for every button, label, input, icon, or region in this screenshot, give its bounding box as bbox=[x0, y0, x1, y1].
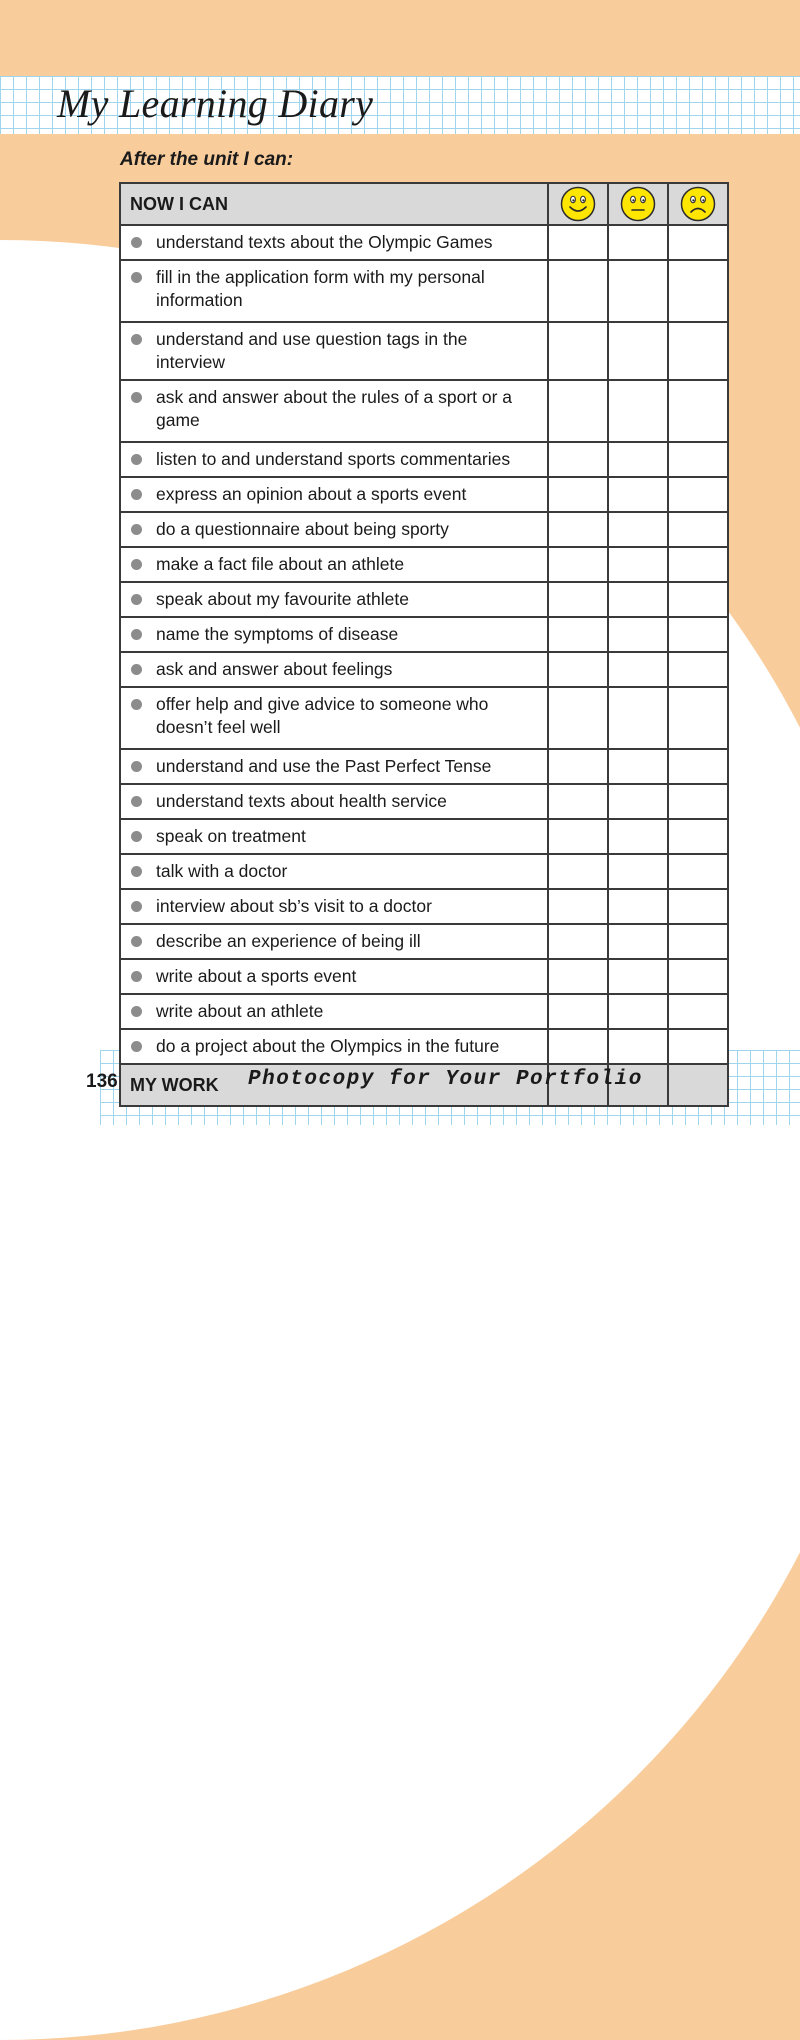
table-row bbox=[120, 225, 728, 260]
happy-face-header bbox=[548, 183, 608, 225]
assessment-checkbox-happy[interactable] bbox=[548, 225, 608, 260]
skill-text: write about a sports event bbox=[156, 966, 357, 986]
bullet-icon bbox=[131, 334, 142, 345]
assessment-checkbox-sad[interactable] bbox=[668, 477, 728, 512]
bullet-icon bbox=[131, 392, 142, 403]
assessment-checkbox-sad[interactable] bbox=[668, 260, 728, 322]
assessment-checkbox-sad[interactable] bbox=[668, 1029, 728, 1064]
assessment-checkbox-neutral[interactable] bbox=[608, 617, 668, 652]
assessment-checkbox-happy[interactable] bbox=[548, 1029, 608, 1064]
assessment-checkbox-neutral[interactable] bbox=[608, 512, 668, 547]
subtitle: After the unit I can: bbox=[120, 149, 294, 170]
assessment-checkbox-sad[interactable] bbox=[668, 854, 728, 889]
table-row bbox=[120, 582, 728, 617]
assessment-checkbox-happy[interactable] bbox=[548, 442, 608, 477]
assessment-checkbox-neutral[interactable] bbox=[608, 994, 668, 1029]
skill-item bbox=[120, 225, 548, 260]
assessment-checkbox-happy[interactable] bbox=[548, 784, 608, 819]
table-row bbox=[120, 959, 728, 994]
assessment-checkbox-sad[interactable] bbox=[668, 512, 728, 547]
bullet-icon bbox=[131, 594, 142, 605]
assessment-checkbox-neutral[interactable] bbox=[608, 225, 668, 260]
table-row bbox=[120, 512, 728, 547]
assessment-checkbox-neutral[interactable] bbox=[608, 959, 668, 994]
bullet-icon bbox=[131, 524, 142, 535]
skill-text: understand and use question tags in the interview bbox=[156, 329, 468, 372]
bullet-icon bbox=[131, 761, 142, 772]
bullet-icon bbox=[131, 237, 142, 248]
assessment-checkbox-sad[interactable] bbox=[668, 784, 728, 819]
assessment-checkbox-happy[interactable] bbox=[548, 687, 608, 749]
happy-face-icon bbox=[560, 186, 596, 222]
assessment-checkbox-sad[interactable] bbox=[668, 617, 728, 652]
assessment-checkbox-sad[interactable] bbox=[668, 749, 728, 784]
skill-item bbox=[120, 994, 548, 1029]
assessment-checkbox-neutral[interactable] bbox=[608, 322, 668, 380]
assessment-checkbox-happy[interactable] bbox=[548, 959, 608, 994]
skill-text: understand and use the Past Perfect Tense bbox=[156, 756, 492, 776]
skill-text: do a questionnaire about being sporty bbox=[156, 519, 449, 539]
assessment-checkbox-happy[interactable] bbox=[548, 380, 608, 442]
assessment-checkbox-sad[interactable] bbox=[668, 994, 728, 1029]
assessment-checkbox-sad[interactable] bbox=[668, 687, 728, 749]
table-row bbox=[120, 687, 728, 749]
page-title: My Learning Diary bbox=[57, 81, 374, 126]
bullet-icon bbox=[131, 664, 142, 675]
table-row bbox=[120, 854, 728, 889]
bullet-icon bbox=[131, 971, 142, 982]
skill-text: do a project about the Olympics in the future bbox=[156, 1036, 500, 1056]
skill-item bbox=[120, 512, 548, 547]
table-header-row bbox=[120, 183, 728, 225]
skill-item bbox=[120, 819, 548, 854]
table-row bbox=[120, 380, 728, 442]
skill-item bbox=[120, 322, 548, 380]
skill-item bbox=[120, 749, 548, 784]
assessment-checkbox-neutral[interactable] bbox=[608, 784, 668, 819]
page-number: 136 bbox=[86, 1071, 118, 1092]
self-assessment-table bbox=[119, 182, 729, 1107]
bullet-icon bbox=[131, 901, 142, 912]
bullet-icon bbox=[131, 936, 142, 947]
skill-item bbox=[120, 959, 548, 994]
table-row bbox=[120, 784, 728, 819]
skill-item bbox=[120, 477, 548, 512]
assessment-checkbox-sad[interactable] bbox=[668, 652, 728, 687]
assessment-checkbox-happy[interactable] bbox=[548, 322, 608, 380]
assessment-checkbox-sad[interactable] bbox=[668, 547, 728, 582]
assessment-checkbox-happy[interactable] bbox=[548, 477, 608, 512]
skill-text: ask and answer about the rules of a sport or a game bbox=[156, 387, 513, 430]
skill-text: offer help and give advice to someone who doesn’t feel well bbox=[156, 694, 489, 737]
footer-note: Photocopy for Your Portfolio bbox=[248, 1068, 643, 1091]
assessment-checkbox-happy[interactable] bbox=[548, 547, 608, 582]
table-row bbox=[120, 322, 728, 380]
table-row bbox=[120, 819, 728, 854]
bullet-icon bbox=[131, 454, 142, 465]
skill-item bbox=[120, 442, 548, 477]
table-row bbox=[120, 924, 728, 959]
table-row bbox=[120, 260, 728, 322]
table-row bbox=[120, 994, 728, 1029]
assessment-checkbox-happy[interactable] bbox=[548, 819, 608, 854]
skill-item bbox=[120, 687, 548, 749]
table-row bbox=[120, 442, 728, 477]
bullet-icon bbox=[131, 699, 142, 710]
assessment-checkbox-neutral[interactable] bbox=[608, 924, 668, 959]
table-row bbox=[120, 617, 728, 652]
table-header-label: NOW I CAN bbox=[120, 183, 548, 225]
skill-text: interview about sb’s visit to a doctor bbox=[156, 896, 432, 916]
assessment-checkbox-neutral[interactable] bbox=[608, 854, 668, 889]
skill-text: listen to and understand sports commentaries bbox=[156, 449, 511, 469]
neutral-face-icon bbox=[620, 186, 656, 222]
assessment-checkbox-neutral[interactable] bbox=[608, 889, 668, 924]
skill-text: fill in the application form with my personal information bbox=[156, 267, 485, 310]
assessment-checkbox-sad[interactable] bbox=[668, 380, 728, 442]
assessment-checkbox-sad[interactable] bbox=[668, 889, 728, 924]
neutral-face-header bbox=[608, 183, 668, 225]
skill-item bbox=[120, 652, 548, 687]
assessment-checkbox-neutral[interactable] bbox=[608, 442, 668, 477]
sad-face-header bbox=[668, 183, 728, 225]
skill-text: express an opinion about a sports event bbox=[156, 484, 467, 504]
assessment-checkbox-neutral[interactable] bbox=[608, 749, 668, 784]
assessment-checkbox-happy[interactable] bbox=[548, 924, 608, 959]
assessment-checkbox-happy[interactable] bbox=[548, 854, 608, 889]
skill-text: speak about my favourite athlete bbox=[156, 589, 409, 609]
table-row bbox=[120, 547, 728, 582]
assessment-checkbox-happy[interactable] bbox=[548, 889, 608, 924]
assessment-checkbox-neutral[interactable] bbox=[608, 582, 668, 617]
bullet-icon bbox=[131, 866, 142, 877]
assessment-checkbox-neutral[interactable] bbox=[608, 547, 668, 582]
assessment-checkbox-neutral[interactable] bbox=[608, 652, 668, 687]
assessment-checkbox-neutral[interactable] bbox=[608, 1029, 668, 1064]
skill-item bbox=[120, 854, 548, 889]
bullet-icon bbox=[131, 796, 142, 807]
assessment-checkbox-happy[interactable] bbox=[548, 749, 608, 784]
assessment-checkbox-happy[interactable] bbox=[548, 512, 608, 547]
assessment-checkbox-neutral[interactable] bbox=[608, 687, 668, 749]
skill-text: write about an athlete bbox=[156, 1001, 324, 1021]
bullet-icon bbox=[131, 559, 142, 570]
assessment-checkbox-sad[interactable] bbox=[668, 959, 728, 994]
assessment-checkbox-sad[interactable] bbox=[668, 924, 728, 959]
my-work-label: MY WORK bbox=[120, 1064, 548, 1106]
assessment-checkbox-neutral[interactable] bbox=[608, 260, 668, 322]
my-work-checkbox-sad[interactable] bbox=[668, 1064, 728, 1106]
assessment-checkbox-sad[interactable] bbox=[668, 322, 728, 380]
assessment-checkbox-happy[interactable] bbox=[548, 617, 608, 652]
skill-text: understand texts about the Olympic Games bbox=[156, 232, 493, 252]
assessment-checkbox-happy[interactable] bbox=[548, 260, 608, 322]
skill-item bbox=[120, 582, 548, 617]
assessment-checkbox-sad[interactable] bbox=[668, 819, 728, 854]
bullet-icon bbox=[131, 1006, 142, 1017]
bullet-icon bbox=[131, 272, 142, 283]
table-row bbox=[120, 749, 728, 784]
assessment-checkbox-neutral[interactable] bbox=[608, 380, 668, 442]
skill-item bbox=[120, 260, 548, 322]
bullet-icon bbox=[131, 489, 142, 500]
skill-text: talk with a doctor bbox=[156, 861, 288, 881]
assessment-checkbox-happy[interactable] bbox=[548, 582, 608, 617]
bullet-icon bbox=[131, 831, 142, 842]
skill-item bbox=[120, 380, 548, 442]
assessment-checkbox-sad[interactable] bbox=[668, 582, 728, 617]
skill-text: name the symptoms of disease bbox=[156, 624, 399, 644]
skill-item bbox=[120, 547, 548, 582]
skill-text: understand texts about health service bbox=[156, 791, 447, 811]
table-row bbox=[120, 652, 728, 687]
skill-text: speak on treatment bbox=[156, 826, 306, 846]
assessment-checkbox-sad[interactable] bbox=[668, 225, 728, 260]
skill-item bbox=[120, 784, 548, 819]
assessment-checkbox-happy[interactable] bbox=[548, 994, 608, 1029]
bullet-icon bbox=[131, 629, 142, 640]
skill-text: ask and answer about feelings bbox=[156, 659, 393, 679]
skill-text: describe an experience of being ill bbox=[156, 931, 421, 951]
skill-text: make a fact file about an athlete bbox=[156, 554, 405, 574]
table-row bbox=[120, 1029, 728, 1064]
sad-face-icon bbox=[680, 186, 716, 222]
assessment-checkbox-happy[interactable] bbox=[548, 652, 608, 687]
assessment-checkbox-neutral[interactable] bbox=[608, 477, 668, 512]
table-row bbox=[120, 477, 728, 512]
skill-item bbox=[120, 924, 548, 959]
assessment-checkbox-neutral[interactable] bbox=[608, 819, 668, 854]
skill-item bbox=[120, 889, 548, 924]
assessment-checkbox-sad[interactable] bbox=[668, 442, 728, 477]
skill-item bbox=[120, 617, 548, 652]
bullet-icon bbox=[131, 1041, 142, 1052]
table-row bbox=[120, 889, 728, 924]
skill-item bbox=[120, 1029, 548, 1064]
